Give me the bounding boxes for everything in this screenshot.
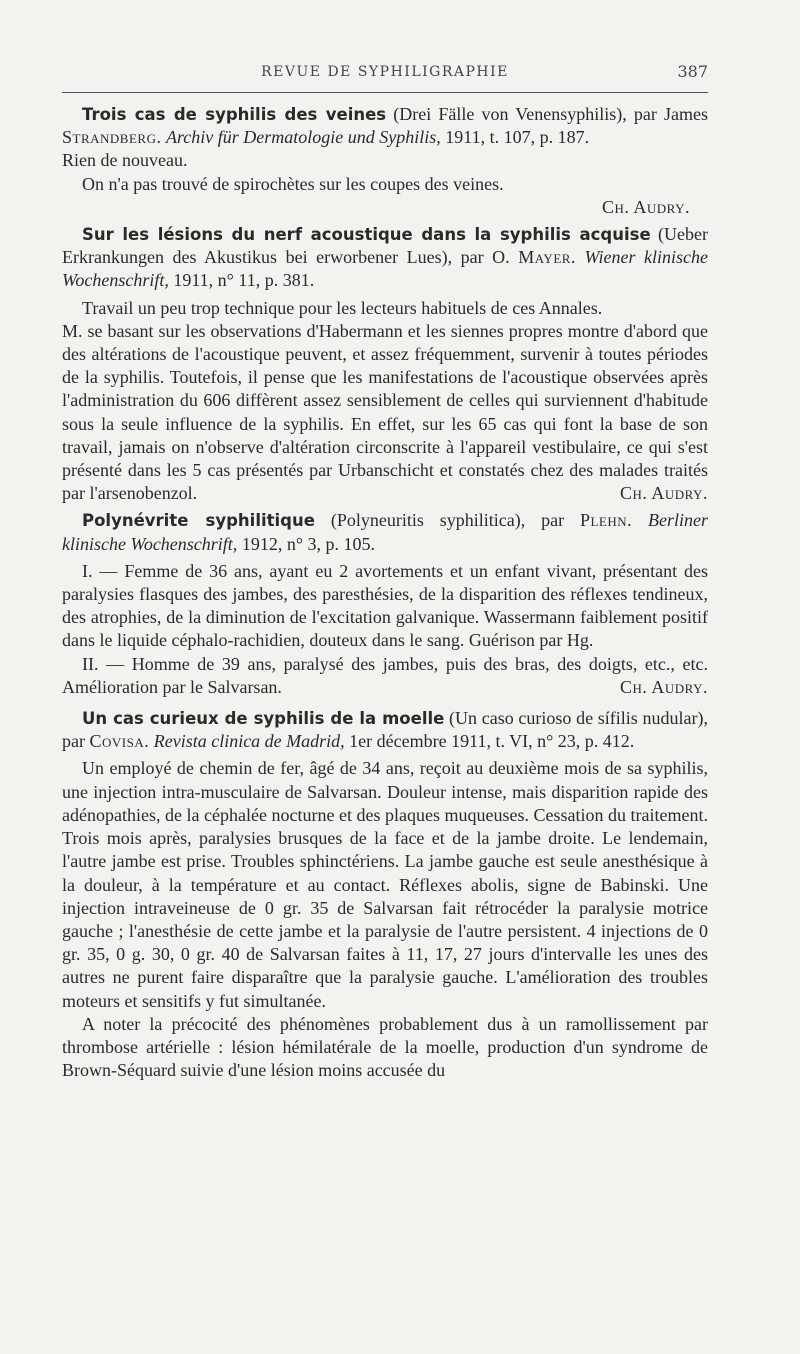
review-heading [62,707,708,753]
review-author: Plehn. [579,510,633,531]
reviewer-signature: Ch. Audry. [619,676,708,697]
review-paragraph-text: II. — Homme de 39 ans, paralysé des jambes, puis des bras, des doigts, etc., etc. Amélioration par le Salvarsan. [62,653,708,697]
review-paragraph: A noter la précocité des phénomènes probablement dus à un ramollissement par thrombose artérielle : lésion hémilatérale de la moelle, production d'un syndrome de Brown-Séquard suivie d'une lésion moins accusée du [62,1013,708,1081]
page-number: 387 [677,62,708,81]
reviewer-signature: Ch. Audry. [619,483,708,504]
review-original-title: (Polyneuritis syphilitica), par [330,510,565,531]
page-body [62,103,708,1082]
review-heading [62,103,708,149]
review-strandberg [62,103,708,219]
review-title: Sur les lésions du nerf acoustique dans la syphilis acquise [82,225,651,245]
review-paragraph: I. — Femme de 36 ans, ayant eu 2 avortements et un enfant vivant, présentant des paralysies flasques des jambes, des paresthésies, de la disparition des réflexes tendineux, des atrophies, de la diminution de l'excitation galvanique. Wassermann faiblement positif dans le liquide céphalo-rachidien, douteux dans le sang. Guérison par Hg. [62,560,708,651]
running-head [62,60,708,86]
review-paragraph: On n'a pas trouvé de spirochètes sur les coupes des veines. [82,173,504,194]
review-paragraph: Travail un peu trop technique pour les lecteurs habituels de ces Annales. [82,297,603,318]
review-paragraph [62,320,708,506]
review-paragraph: Un employé de chemin de fer, âgé de 34 ans, reçoit au deuxième mois de sa syphilis, une injection intra-musculaire de Salvarsan. Douleur intense, mais disparition rapide des adénopathies, de la céphalée nocturne et des plaques muqueuses. Cessation du traitement. Trois mois après, paralysies brusques de la face et de la jambe droite. Le lendemain, l'autre jambe est prise. Troubles sphinctériens. La jambe gauche est seule anesthésique à la douleur, à la température et au contact. Réflexes abolis, signe de Babinski. Une injection intraveineuse de 0 gr. 35 de Salvarsan fait rétrocéder la paralysie motrice gauche ; l'anesthésie de cette jambe et la paralysie de l'autre persistent. 4 injections de 0 gr. 35, 0 g. 30, 0 gr. 40 de Salvarsan faites à 11, 17, 27 jours d'intervalle les unes des autres ne purent faire disparaître que la paralysie gauche. L'amélioration des troubles moteurs et sensitifs y fut simultanée. [62,758,708,1011]
review-paragraph [62,653,708,699]
review-journal: Archiv für Dermatologie und Syphilis, [165,127,441,148]
review-title: Trois cas de syphilis des veines [82,105,387,124]
review-heading [62,223,708,293]
review-mayer [62,223,708,505]
review-author: Covisa. [89,731,150,752]
review-plehn [62,509,708,699]
review-title: Polynévrite syphilitique [82,511,315,531]
review-original-title: (Ueber Erkrankungen des Akustikus bei erworbener Lues), par O. [62,224,708,268]
reviewer-name: Ch. Audry. [601,196,690,217]
review-citation: 1er décembre 1911, t. VI, n° 23, p. 412. [349,731,635,752]
review-citation: 1912, n° 3, p. 105. [241,533,376,554]
review-original-title: (Un caso curioso de sífilis nudular), par [62,708,708,752]
review-original-title: (Drei Fälle von Venensyphilis), par James [393,104,709,124]
reviewer-signature [62,196,708,219]
review-journal: Berliner klinische Wochenschrift, [62,510,709,554]
review-heading [62,509,708,555]
review-title: Un cas curieux de syphilis de la moelle [82,709,445,729]
review-journal: Wiener klinische Wochenschrift, [62,247,708,291]
running-title: REVUE DE SYPHILIGRAPHIE [261,64,509,80]
review-citation: 1911, n° 11, p. 381. [173,270,315,291]
review-author: Strandberg. [62,127,162,148]
review-citation: 1911, t. 107, p. 187. [445,127,590,148]
header-rule [62,92,708,93]
review-journal: Revista clinica de Madrid, [153,731,345,752]
review-paragraph: Rien de nouveau. [62,150,188,171]
review-paragraph-text: M. se basant sur les observations d'Habermann et les siennes propres montre d'abord que des altérations de l'acoustique peuvent, et assez fréquemment, survenir à toutes périodes de la syphilis. Toutefois, il pense que les manifestations de l'acoustique observées après l'administration du 606 diffèrent assez sensiblement de celles qui surviennent d'habitude sous la seule influence de la syphilis. En effet, sur les 65 cas qui font la base de son travail, jamais on n'observe d'altération circonscrite à l'appareil vestibulaire, ce qui s'est présenté dans les 5 cas présentés par Urbanschicht et constatés chez des malades traités par l'arsenobenzol. [62,320,708,504]
review-covisa [62,707,708,1082]
review-author: Mayer. [518,247,576,268]
